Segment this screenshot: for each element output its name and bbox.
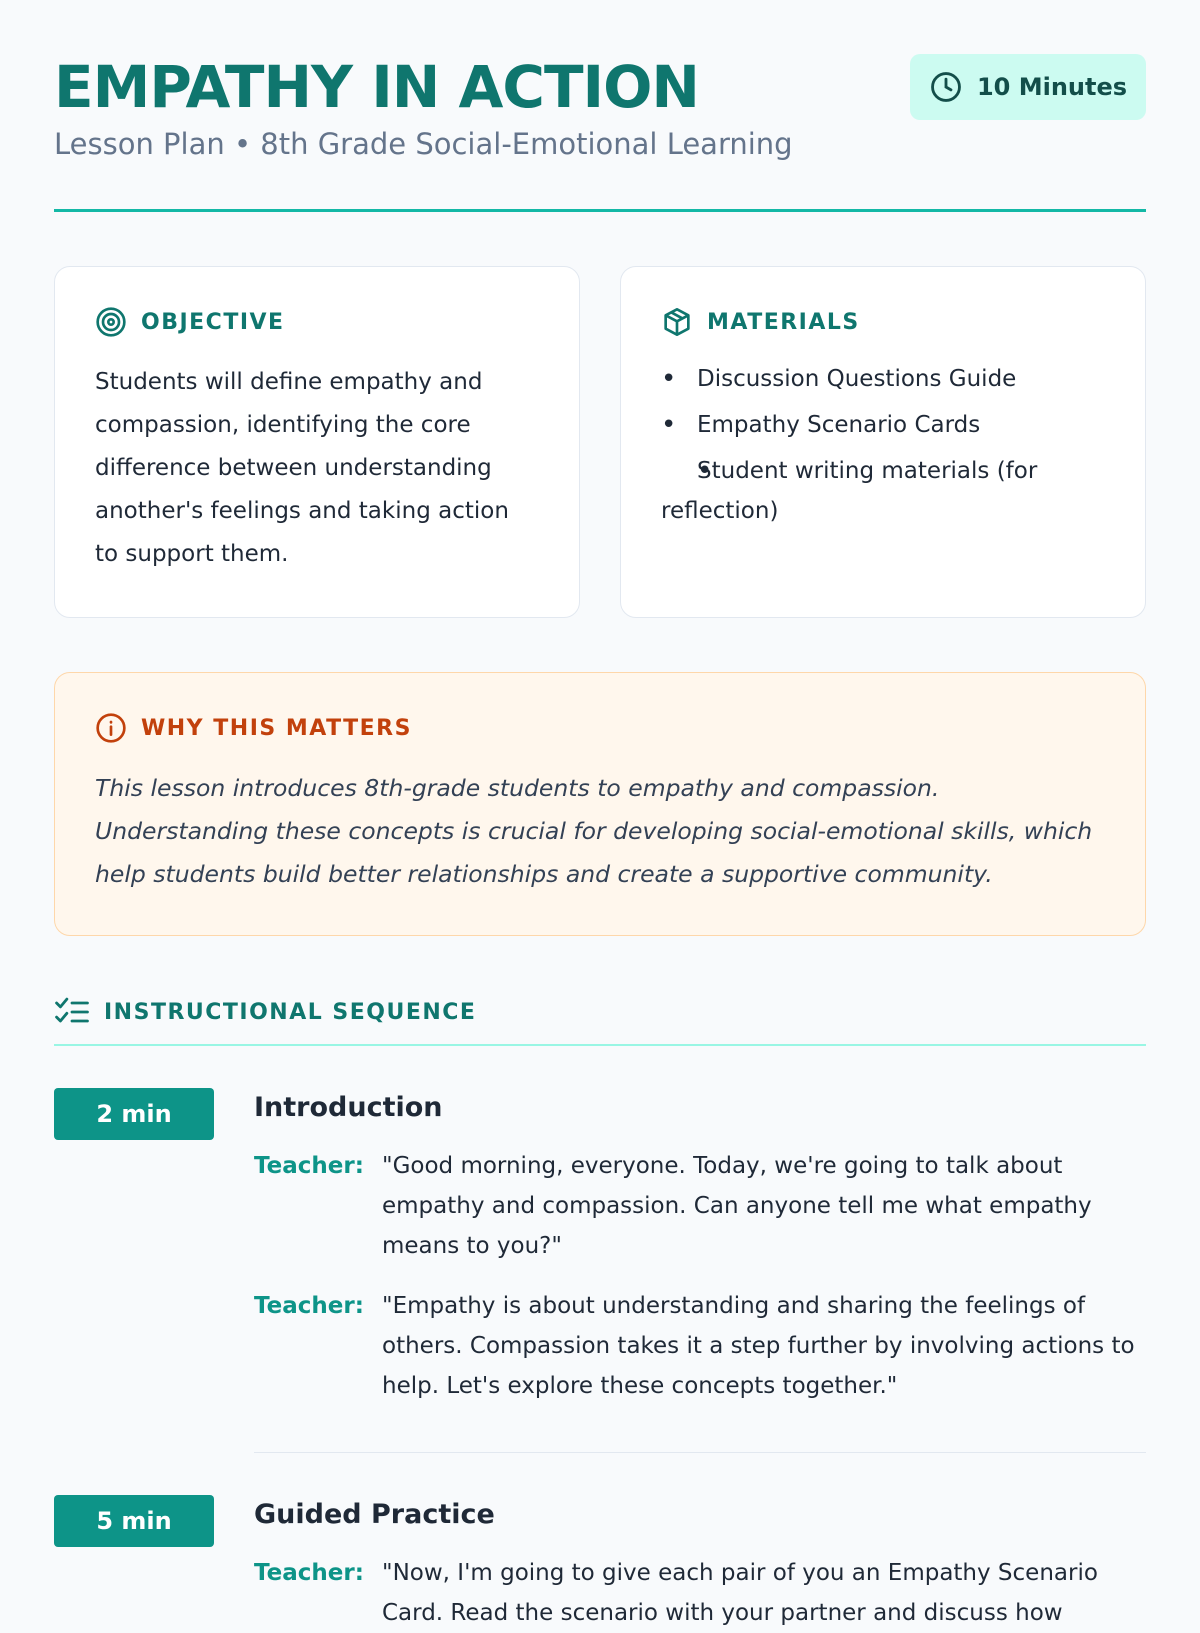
why-this-matters-callout	[54, 672, 1146, 936]
sequence-divider	[54, 1044, 1146, 1046]
materials-list	[661, 359, 1105, 531]
step-time-badge: 2 min	[54, 1088, 214, 1140]
clock-icon	[929, 70, 963, 104]
target-icon	[95, 306, 127, 338]
step-title: Introduction	[254, 1092, 443, 1123]
objective-text: Students will define empathy and compassion, identifying the core difference between understanding another's feelings and taking action to support them.	[95, 369, 509, 567]
step-divider	[254, 1452, 1146, 1453]
materials-label: MATERIALS	[707, 309, 860, 335]
speech-text: "Good morning, everyone. Today, we're going to talk about empathy and compassion. Can anyone tell me what empathy means to you?"	[382, 1153, 1092, 1259]
speaker-label: Teacher:	[254, 1293, 364, 1319]
speaker-label: Teacher:	[254, 1153, 364, 1179]
duration-badge	[910, 54, 1146, 120]
why-label: WHY THIS MATTERS	[141, 715, 412, 741]
info-icon	[95, 712, 127, 744]
objective-card	[54, 266, 580, 618]
page-title: EMPATHY IN ACTION	[54, 53, 699, 121]
step-time-badge: 5 min	[54, 1495, 214, 1547]
step-introduction	[54, 1086, 1146, 1453]
speech-text: "Empathy is about understanding and sharing the feelings of others. Compassion takes it a step further by involving actions to help. Let's explore these concepts together."	[382, 1293, 1135, 1399]
header	[54, 0, 1146, 212]
list-item: • Discussion Questions Guide	[661, 359, 1105, 399]
speaker-label: Teacher:	[254, 1560, 364, 1586]
objective-label: OBJECTIVE	[141, 309, 285, 335]
step-guided-practice	[54, 1493, 1146, 1633]
speech-text: "Now, I'm going to give each pair of you an Empathy Scenario Card. Read the scenario with your partner and discuss how	[382, 1560, 1098, 1626]
why-text: This lesson introduces 8th-grade students to empathy and compassion. Understanding these concepts is crucial for developing social-emotional skills, which help students build better relationships and create a supportive community.	[95, 774, 1093, 888]
sequence-heading	[54, 994, 1146, 1030]
dialogue-line	[254, 1286, 1146, 1406]
list-item: • Student writing materials (for reflection)	[661, 451, 1105, 531]
page-subtitle: Lesson Plan • 8th Grade Social-Emotional Learning	[54, 127, 793, 161]
box-icon	[661, 306, 693, 338]
step-title: Guided Practice	[254, 1499, 495, 1530]
duration-label: 10 Minutes	[976, 73, 1128, 101]
dialogue-line	[254, 1146, 1146, 1266]
checklist-icon	[54, 996, 90, 1028]
dialogue-line	[254, 1553, 1146, 1633]
materials-card	[620, 266, 1146, 618]
list-item: • Empathy Scenario Cards	[661, 405, 1105, 445]
info-cards	[54, 266, 1146, 618]
sequence-label: INSTRUCTIONAL SEQUENCE	[104, 999, 477, 1025]
